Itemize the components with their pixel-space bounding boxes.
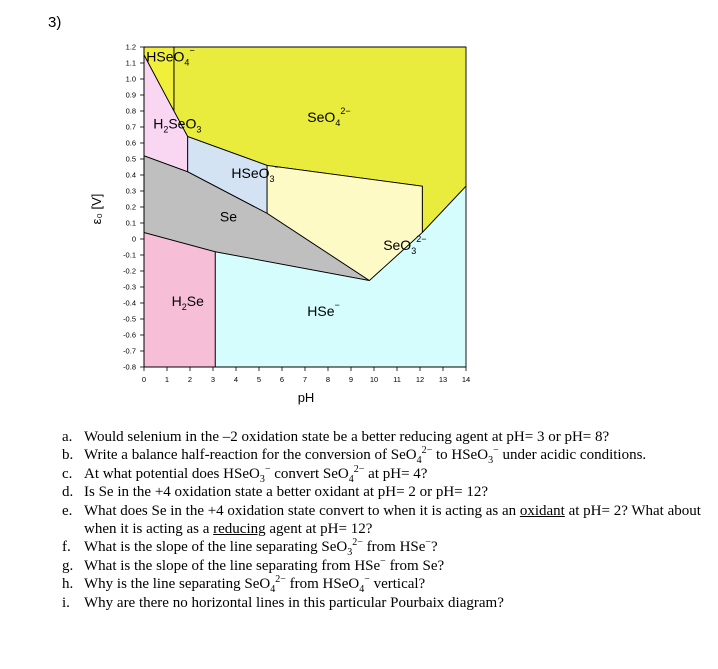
question-item: e. What does Se in the +4 oxidation state convert to when it is acting as an oxidant at pH= 2? What about when it is acting as a reducing agent at pH= 12? [62,502,701,538]
y-tick-label: 1.0 [125,74,136,84]
y-tick-label: 0.1 [125,218,136,228]
x-tick-label: 6 [279,375,285,384]
x-tick-label: 11 [393,375,401,384]
question-item: d. Is Se in the +4 oxidation state a better oxidant at pH= 2 or pH= 12? [62,484,489,501]
x-tick-label: 0 [141,375,147,384]
x-tick-label: 9 [348,375,354,384]
y-tick-label: 0.6 [125,138,136,148]
y-tick-label: 0.4 [125,170,136,180]
question-letter: a. [62,429,73,445]
species-label-seo4: SeO$_4^{2-}$ [307,106,351,129]
species-label-seo3: SeO$_3^{2-}$ [383,234,427,257]
regions [144,47,466,367]
x-axis-label: pH [297,390,315,405]
y-axis-label: ε₀ [V] [89,193,104,225]
x-tick-labels [142,375,470,384]
y-tick-label: -0.3 [123,282,136,292]
question-item: g. What is the slope of the line separating from HSe− from Se? [62,555,445,574]
x-tick-label: 1 [164,375,170,384]
y-tick-label: -0.6 [123,330,136,340]
y-tick-label: 1.1 [125,58,136,68]
y-tick-label: 0.5 [125,154,136,164]
question-letter: d. [62,484,74,501]
question-letter: e. [62,502,73,519]
species-label-hseo4: HSeO$_4$− [146,45,195,68]
question-list [62,428,712,612]
y-tick-label: 1.2 [125,42,136,52]
problem-number: 3) [48,14,62,31]
species-label-hse: HSe− [307,299,340,319]
y-tick-label: 0.2 [125,202,136,212]
y-tick-label: -0.4 [123,298,136,308]
x-tick-label: 4 [233,375,239,384]
y-tick-labels [123,43,136,372]
y-tick-label: 0.9 [125,90,136,100]
x-tick-label: 2 [187,375,193,384]
species-label-h2seo3: $H_2SeO_3$ [153,115,202,135]
y-tick-label: -0.7 [123,346,136,356]
question-item: b. Write a balance half-reaction for the conversion of SeO$_4^{2-}$ to HSeO$_3$− under acidic conditions. [62,445,647,467]
species-label-hseo3: HSeO$_3$− [231,162,280,185]
question-item: f. What is the slope of the line separating SeO$_3^{2-}$ from HSe−? [62,537,438,559]
question-item: i. Why are there no horizontal lines in this particular Pourbaix diagram? [62,594,504,611]
x-tick-label: 5 [256,375,262,384]
x-tick-label: 7 [302,375,308,384]
question-letter: h. [62,576,74,593]
question-letter: f. [62,539,71,556]
y-tick-label: -0.8 [123,362,136,372]
y-tick-label: 0 [131,234,136,244]
question-letter: i. [62,594,70,611]
question-item: c. At what potential does HSeO$_3$− convert SeO$_4^{2-}$ at pH= 4? [62,463,428,485]
species-label-se: Se [219,208,238,225]
question-letter: b. [62,447,74,464]
y-tick-label: -0.1 [123,250,136,260]
y-tick-label: -0.2 [123,266,136,276]
y-tick-label: -0.5 [123,314,136,324]
x-tick-label: 13 [438,375,448,384]
question-item: a. Would selenium in the –2 oxidation state be a better reducing agent at pH= 3 or pH= 8? [62,429,610,445]
x-tick-label: 10 [369,375,379,384]
question-item: h. Why is the line separating SeO$_4^{2-}$ from HSeO$_4$− vertical? [62,574,426,596]
x-tick-label: 12 [415,375,425,384]
x-tick-label: 8 [325,375,331,384]
y-tick-label: 0.8 [125,106,136,116]
x-tick-label: 14 [461,375,471,384]
question-letter: c. [62,465,73,482]
question-letter: g. [62,557,74,574]
y-tick-label: 0.3 [125,186,136,196]
species-label-h2se: $H_2Se$ [171,293,204,313]
y-tick-label: 0.7 [125,122,136,132]
x-tick-label: 3 [210,375,216,384]
